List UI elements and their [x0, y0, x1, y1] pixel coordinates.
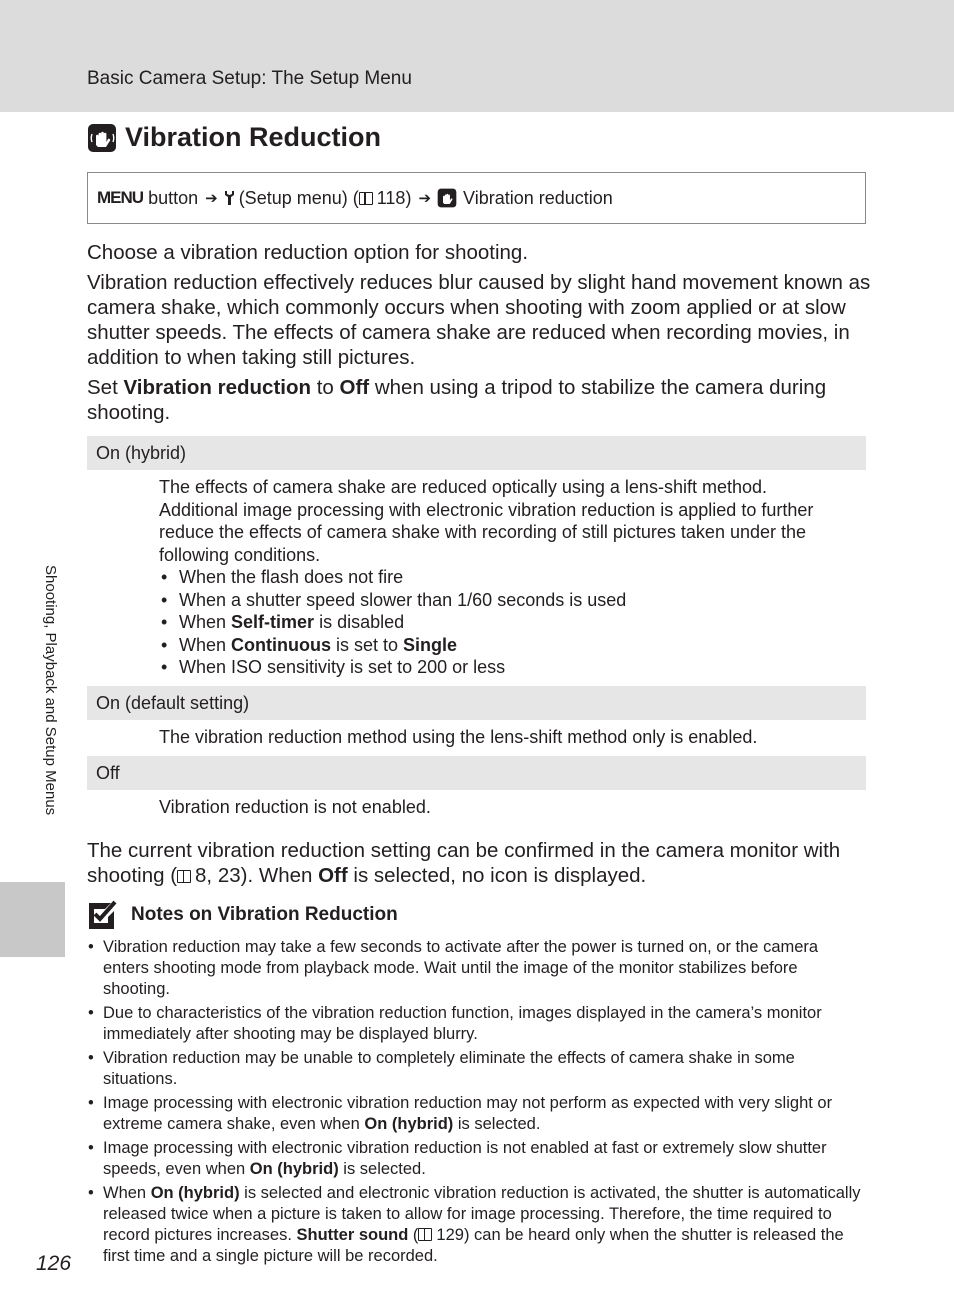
option-body-off: [159, 796, 839, 819]
notes-heading-text: Notes on Vibration Reduction: [131, 904, 398, 925]
side-section-tab: [0, 882, 65, 957]
bold-term: Self-timer: [231, 612, 315, 632]
text-fragment: when using a tripod to stabilize the camera during shooting.: [87, 376, 827, 424]
book-icon: [359, 192, 373, 205]
text-fragment: Set: [87, 376, 124, 399]
list-item: • When the flash does not fire: [159, 566, 839, 589]
side-section-label: Shooting, Playback and Setup Menus: [42, 565, 59, 816]
bold-term: Vibration reduction: [123, 376, 312, 399]
book-icon: [418, 1228, 432, 1241]
section-header: Basic Camera Setup: The Setup Menu: [87, 68, 412, 89]
list-item: • Vibration reduction may be unable to completely eliminate the effects of camera shake in some situations.: [87, 1048, 867, 1090]
list-item: • Due to characteristics of the vibration reduction function, images displayed in the camera’s monitor immediately after shooting may be displayed blurry.: [87, 1003, 867, 1045]
list-item: [87, 1183, 867, 1267]
text-fragment: When: [179, 612, 232, 632]
wrench-icon: [224, 190, 235, 206]
text-fragment: to: [311, 376, 340, 399]
text-fragment: is selected, no icon is displayed.: [347, 864, 647, 887]
option-description: Vibration reduction is not enabled.: [159, 797, 431, 817]
header-band: [0, 0, 954, 112]
text-fragment: 129) can be heard only when the shutter is released the first time and a single picture will be recorded.: [103, 1226, 844, 1265]
bold-term: On (hybrid): [249, 1160, 339, 1178]
list-item: [87, 1093, 867, 1135]
text-fragment: When: [179, 634, 232, 655]
text-fragment: is selected and electronic vibration reduction is activated, the shutter is automatically released twice when a picture is taken to allow for image processing. Therefore, the time required to record pictures increases.: [103, 1184, 861, 1244]
setup-page-ref: 118): [376, 187, 412, 208]
bold-term: Shutter sound: [296, 1226, 409, 1244]
option-description: The vibration reduction method using the lens-shift method only is enabled.: [159, 727, 758, 747]
bold-term: Off: [318, 864, 348, 887]
option-body-on-hybrid: [159, 476, 839, 679]
intro-paragraph-3-wrap: [87, 375, 877, 425]
notes-heading: [87, 900, 398, 930]
option-body-on-default: [159, 726, 839, 749]
intro-text: [87, 240, 877, 265]
button-text: button: [148, 187, 199, 208]
option-header-on-hybrid: On (hybrid): [87, 436, 866, 470]
page-title: [87, 122, 381, 153]
list-item: [159, 634, 839, 657]
intro-paragraph-1: Choose a vibration reduction option for shooting.: [87, 241, 529, 264]
text-fragment: (: [408, 1226, 419, 1244]
list-item: [159, 611, 839, 634]
arrow-right-icon: ➔: [418, 190, 432, 207]
arrow-right-icon: ➔: [205, 190, 218, 207]
option-header-on-default: On (default setting): [87, 686, 866, 720]
target-menu-item: Vibration reduction: [463, 187, 613, 208]
bold-term: Off: [339, 376, 370, 399]
notes-list: [87, 937, 867, 1270]
bold-term: On (hybrid): [150, 1184, 240, 1202]
text-fragment: Image processing with electronic vibration reduction is not enabled at fast or extremely slow shutter speeds, even when: [103, 1139, 827, 1178]
list-item: [87, 1138, 867, 1180]
text-fragment: The current vibration reduction setting can be confirmed in the camera monitor with shooting (: [87, 839, 841, 887]
list-item: • Vibration reduction may take a few seconds to activate after the power is turned on, or the camera enters shooting mode from playback mode. Wait until the image of the monitor stabilizes before shooting.: [87, 937, 867, 1000]
text-fragment: is selected.: [453, 1115, 541, 1133]
bold-term: Single: [403, 634, 458, 655]
checkmark-icon: [87, 900, 117, 930]
vibration-reduction-icon: [87, 123, 117, 153]
vibration-reduction-icon: [437, 188, 457, 208]
current-setting-text: [87, 838, 877, 888]
menu-path-box: [87, 172, 866, 224]
conditions-list: [159, 566, 839, 679]
text-fragment: 8, 23). When: [195, 864, 319, 887]
bold-term: Continuous: [231, 634, 332, 655]
text-fragment: is set to: [331, 634, 404, 655]
option-description: The effects of camera shake are reduced optically using a lens-shift method. Additional image processing with electronic vibration reduction is applied to further reduce the effects of camera shake with recording of still pictures taken under the following conditions.: [159, 477, 814, 565]
text-fragment: When: [103, 1184, 151, 1202]
list-item: • When ISO sensitivity is set to 200 or less: [159, 656, 839, 679]
text-fragment: is disabled: [314, 612, 405, 632]
bold-term: On (hybrid): [364, 1115, 454, 1133]
menu-button-label: MENU: [97, 188, 144, 207]
text-fragment: Image processing with electronic vibration reduction may not perform as expected with very slight or extreme camera shake, even when: [103, 1094, 833, 1133]
setup-menu-text: (Setup menu) (: [238, 187, 359, 208]
page-number: 126: [36, 1252, 72, 1275]
intro-paragraph-2-wrap: [87, 270, 877, 370]
list-item: • When a shutter speed slower than 1/60 seconds is used: [159, 589, 839, 612]
page-title-text: Vibration Reduction: [125, 122, 382, 152]
intro-paragraph-2: Vibration reduction effectively reduces blur caused by slight hand movement known as camera shake, which commonly occurs when shooting with zoom applied or at slow shutter speeds. The effects of camera shake are reduced when recording movies, in addition to when taking still pictures.: [87, 271, 871, 369]
intro-paragraph-3: [87, 375, 877, 425]
text-fragment: is selected.: [338, 1160, 426, 1178]
option-header-off: Off: [87, 756, 866, 790]
book-icon: [177, 870, 191, 883]
